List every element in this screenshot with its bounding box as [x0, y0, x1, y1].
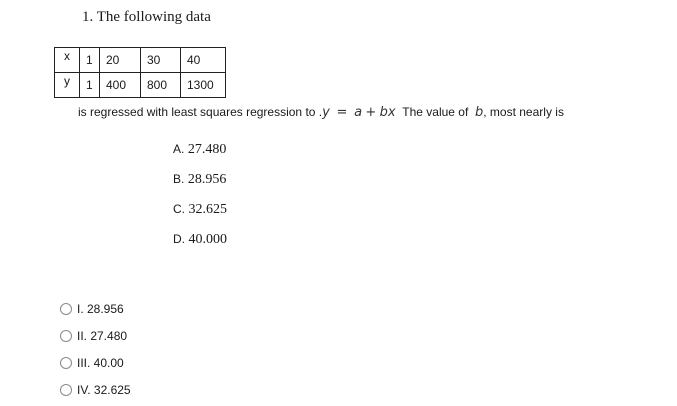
choice-letter: C. [173, 202, 185, 216]
radio-button[interactable] [60, 384, 72, 396]
radio-option-1[interactable] [60, 295, 131, 322]
table-row-x [55, 48, 226, 73]
question-title: 1. The following data [82, 9, 211, 25]
stem-prefix: is regressed with least squares regression to . [78, 105, 323, 119]
table-cell: 800 [141, 73, 181, 98]
choice-d [173, 232, 227, 262]
choice-b [173, 172, 227, 202]
table-cell: 1 [80, 48, 100, 73]
math-equals: = [336, 105, 348, 120]
math-plus: + [365, 105, 377, 120]
math-var-b: b [474, 105, 484, 120]
choice-letter: D. [173, 232, 185, 246]
row-header-y: y [55, 73, 80, 98]
choice-a [173, 142, 227, 172]
answer-choices [173, 142, 227, 262]
math-var-bx: bx [379, 105, 396, 120]
table-cell: 400 [100, 73, 141, 98]
question-stem [78, 105, 564, 120]
choice-letter: B. [173, 172, 185, 186]
radio-button[interactable] [60, 303, 72, 315]
data-table [54, 47, 226, 98]
choice-c [173, 202, 227, 232]
table-cell: 20 [100, 48, 141, 73]
choice-value: 28.956 [187, 172, 227, 187]
table-cell: 30 [141, 48, 181, 73]
stem-middle: The value of [402, 105, 469, 119]
choice-value: 40.000 [188, 232, 227, 247]
choice-letter: A. [173, 142, 185, 156]
stem-suffix: , most nearly is [483, 105, 564, 119]
radio-options [60, 295, 131, 403]
radio-button[interactable] [60, 330, 72, 342]
choice-value: 27.480 [187, 142, 227, 157]
radio-button[interactable] [60, 357, 72, 369]
math-var-y: y [322, 105, 330, 120]
table-cell: 1 [80, 73, 100, 98]
radio-label: III. 40.00 [77, 355, 124, 370]
radio-option-2[interactable] [60, 322, 131, 349]
radio-label: I. 28.956 [77, 301, 124, 316]
radio-option-3[interactable] [60, 349, 131, 376]
radio-label: II. 27.480 [77, 328, 128, 343]
radio-label: IV. 32.625 [77, 382, 131, 397]
table-cell: 1300 [181, 73, 226, 98]
math-var-a: a [354, 105, 363, 120]
table-row-y [55, 73, 226, 98]
row-header-x: x [55, 48, 80, 73]
choice-value: 32.625 [188, 202, 227, 217]
table-cell: 40 [181, 48, 226, 73]
radio-option-4[interactable] [60, 376, 131, 403]
